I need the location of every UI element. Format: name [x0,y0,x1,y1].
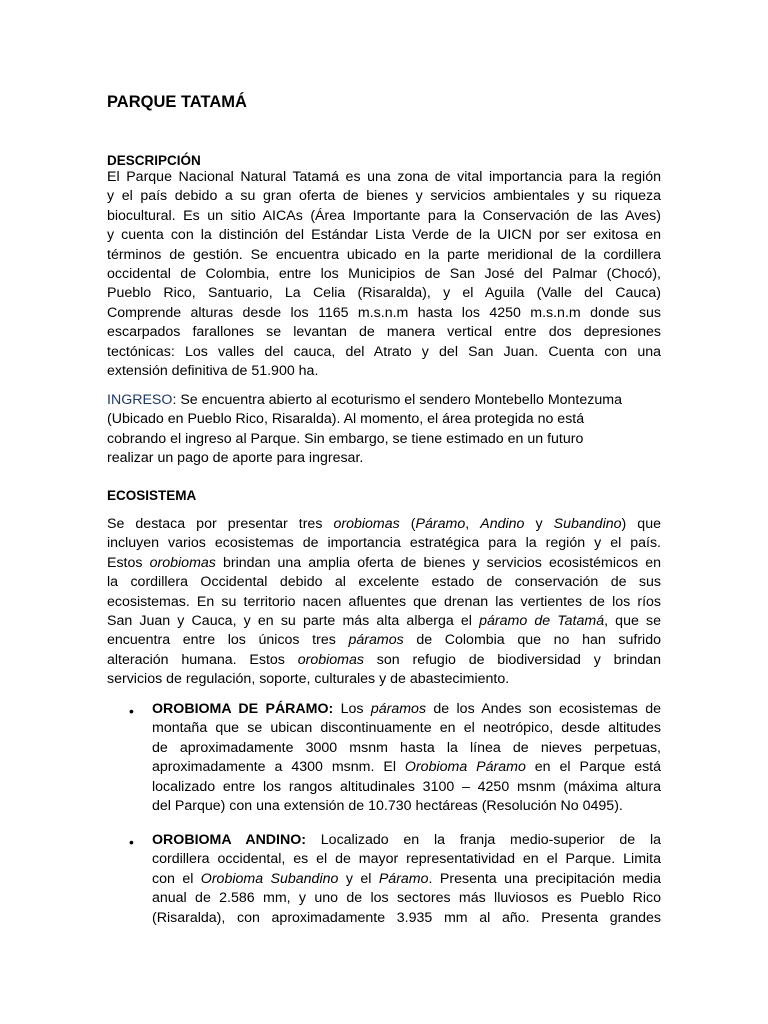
text-span: Orobioma Páramo [404,759,526,776]
text-line [152,831,661,850]
text-line: Comprende alturas desde los 1165 m.s.n.m hasta los 4250 m.s.n.m donde sus [107,304,661,321]
text-span: páramos [370,701,427,717]
text-span: aproximadamente a 4300 msnm. El [152,759,405,776]
bullet-paragraph [152,831,661,928]
text-span: ( [399,516,416,532]
text-span: y [524,516,554,532]
text-span: San Juan y Cauca, y en su parte más alta alberga el [107,613,480,630]
text-span: Localizado en la franja medio-superior de la [306,832,661,848]
text-span: orobiomas [333,516,400,532]
bullet-icon: • [129,834,134,850]
text-line: ecosistemas. En su territorio nacen afluentes que drenan las vertientes de los ríos [107,593,661,610]
ingreso-paragraph [107,391,661,469]
text-line: la cordillera Occidental debido al excelente estado de conservación de sus [107,574,661,591]
text-span: Andino [480,516,525,532]
text-line: anual de 2.586 mm, y uno de los sectores más lluviosos es Pueblo Rico [152,890,661,907]
text-line: de aproximadamente 3000 msnm hasta la línea de nieves perpetuas, [152,739,661,756]
text-line [107,515,661,534]
bullet-paragraph [152,700,661,816]
text-line: del Parque) con una extensión de 10.730 hectáreas (Resolución No 0495). [152,798,623,815]
text-line: extensión definitiva de 51.900 ha. [107,363,319,380]
text-line [152,700,661,719]
text-span: . Presenta una precipitación media [428,870,661,887]
text-line: occidental de Colombia, entre los Municipios de San José del Palmar (Chocó), [107,266,661,283]
descripcion-heading: DESCRIPCIÓN [107,153,201,168]
ingreso-text: : Se encuentra abierto al ecoturismo el sendero Montebello Montezuma [172,392,622,408]
text-line [152,758,661,777]
text-line: incluyen varios ecosistemas de importancia estratégica para la región y el país. [107,535,661,552]
ecosistema-heading: ECOSISTEMA [107,488,197,503]
text-span: de los Andes son ecosistemas de [426,701,661,717]
text-span: alteración humana. Estos [107,651,298,668]
text-line: biocultural. Es un sitio AICAs (Área Importante para la Conservación de las Aves) [107,207,661,224]
text-line [107,391,661,410]
text-line: realizar un pago de aporte para ingresar. [107,450,364,467]
text-line [152,870,661,889]
page-title: PARQUE TATAMÁ [107,93,247,111]
text-span: OROBIOMA DE PÁRAMO: [152,701,334,717]
text-span: OROBIOMA ANDINO: [152,832,307,848]
ingreso-label: INGRESO [107,392,173,408]
text-span: orobiomas [149,554,216,571]
text-span: ) que [621,516,661,532]
text-span: Páramo [415,516,466,532]
text-line [107,651,661,670]
text-line: y cuenta con la distinción del Estándar Lista Verde de la UICN por ser exitosa en [107,227,661,244]
text-span: brindan una amplia oferta de bienes y servicios ecosistémicos en [215,554,661,571]
text-line: tectónicas: Los valles del cauca, del Atrato y del San Juan. Cuenta con una [107,343,661,360]
text-line [107,612,661,631]
text-span: encuentra entre los únicos tres [107,632,349,649]
text-span: Orobioma Subandino [200,870,339,887]
text-line: montaña que se ubican discontinuamente en el neotrópico, desde altitudes [152,720,661,737]
text-line: cordillera occidental, es el de mayor representatividad en el Parque. Limita [152,851,661,868]
text-line: servicios de regulación, soporte, culturales y de abastecimiento. [107,671,510,688]
text-line: y el país debido a su gran oferta de bienes y servicios ambientales y su riqueza [107,188,661,205]
text-line: cobrando el ingreso al Parque. Sin embargo, se tiene estimado en un futuro [107,430,584,447]
bullet-icon: • [129,703,134,719]
text-span: páramo de Tatamá [479,613,605,630]
text-span: y el [338,870,379,887]
text-span: de Colombia que no han sufrido [403,632,661,649]
text-span: , [465,516,481,532]
text-line: escarpados farallones se levantan de manera vertical entre dos depresiones [107,324,661,341]
ecosistema-paragraph [107,515,661,690]
text-span: Estos [107,554,150,571]
text-line: El Parque Nacional Natural Tatamá es una zona de vital importancia para la región [107,169,661,185]
text-span: en el Parque está [525,759,662,776]
text-span: Los [333,701,371,717]
text-span: orobiomas [297,651,364,668]
text-span: páramos [348,632,404,649]
text-line [107,631,661,650]
text-span: con el [152,870,201,887]
text-span: son refugio de biodiversidad y brindan [363,651,661,668]
text-line: (Risaralda), con aproximadamente 3.935 mm al año. Presenta grandes [152,909,661,926]
text-span: , que se [604,613,661,630]
text-span: Subandino [553,516,622,532]
text-line: (Ubicado en Pueblo Rico, Risaralda). Al momento, el área protegida no está [107,411,585,428]
descripcion-paragraph [107,168,661,381]
text-line: Pueblo Rico, Santuario, La Celia (Risaralda), y el Aguila (Valle del Cauca) [107,285,661,302]
text-line: términos de gestión. Se encuentra ubicado en la parte meridional de la cordillera [107,246,661,263]
text-line [107,554,661,573]
text-span: Se destaca por presentar tres [107,516,334,532]
text-line: localizado entre los rangos altitudinales 3100 – 4250 msnm (máxima altura [152,778,661,795]
text-span: Páramo [378,870,429,887]
